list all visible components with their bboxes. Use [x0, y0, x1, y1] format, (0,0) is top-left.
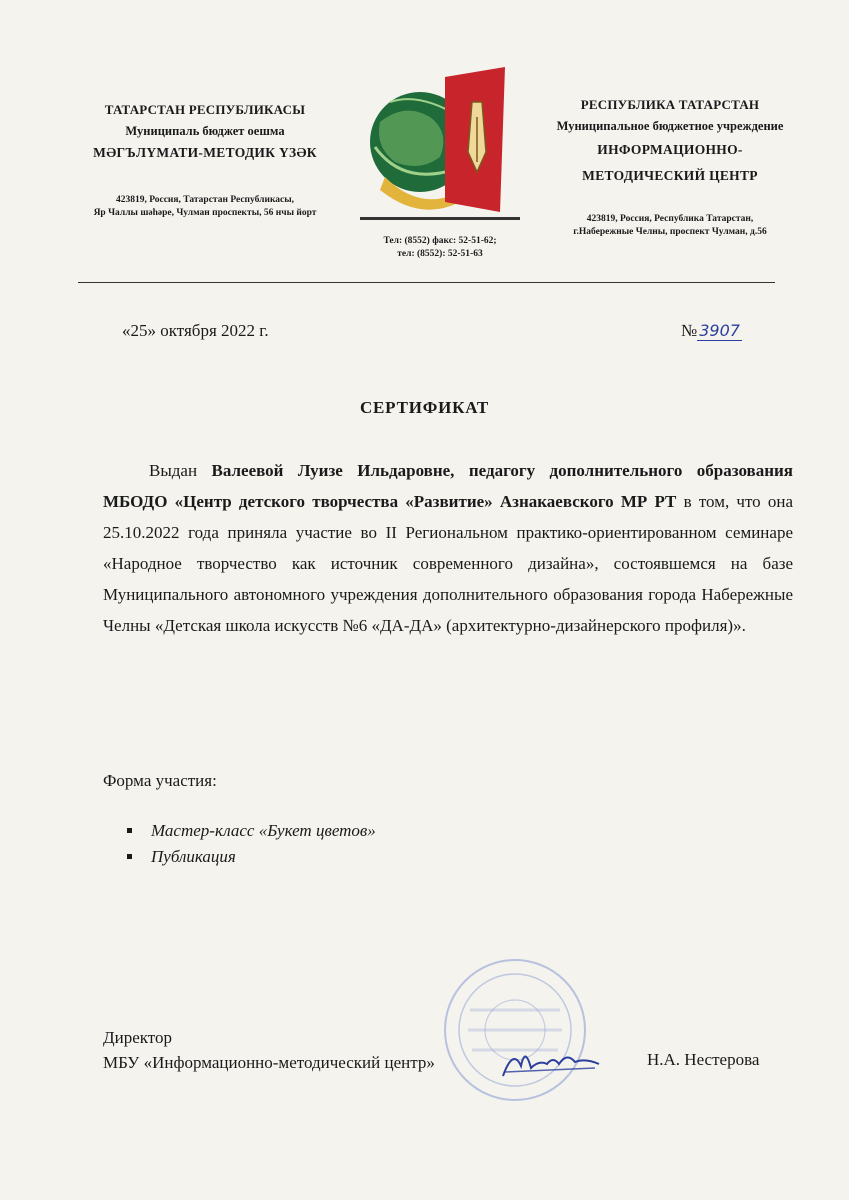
header-left-addr2: Яр Чаллы шәһәре, Чулман проспекты, 56 нчы йорт: [93, 208, 317, 218]
contact-info: [360, 235, 520, 261]
header-right: [520, 95, 820, 239]
header-right-line3: ИНФОРМАЦИОННО-: [597, 142, 743, 157]
header-right-address: [520, 213, 820, 239]
organization-logo-icon: [360, 62, 520, 227]
page-title: СЕРТИФИКАТ: [359, 398, 490, 417]
header-left-addr1: 423819, Россия, Татарстан Республикасы,: [115, 195, 295, 205]
document-number-prefix: №: [681, 321, 698, 340]
contact-line1: Тел: (8552) факс: 52-51-62;: [383, 236, 497, 246]
list-item: Публикация: [125, 844, 376, 870]
participation-list: [125, 818, 376, 870]
header-right-line4: МЕТОДИЧЕСКИЙ ЦЕНТР: [582, 168, 758, 183]
signatory-org: МБУ «Информационно-методический центр»: [103, 1053, 435, 1072]
header-left-line2: Муниципаль бюджет оешма: [125, 124, 285, 138]
document-number-value: 3907: [699, 321, 740, 340]
document-date: «25» октября 2022 г.: [122, 321, 269, 340]
header-divider: [78, 282, 775, 283]
signatory-role: Директор: [103, 1028, 172, 1047]
contact-line2: тел: (8552): 52-51-63: [397, 249, 483, 259]
signatory-name: Н.А. Нестерова: [647, 1050, 760, 1069]
header-right-line2: Муниципальное бюджетное учреждение: [556, 119, 784, 133]
body-paragraph: [103, 455, 793, 641]
header-left: [40, 100, 370, 220]
header-left-line1: ТАТАРСТАН РЕСПУБЛИКАСЫ: [104, 102, 306, 117]
document-number: [681, 321, 742, 341]
header-right-line1: РЕСПУБЛИКА ТАТАРСТАН: [580, 97, 760, 112]
header-left-line3: МӘГЪЛҮМАТИ-МЕТОДИК ҮЗӘК: [93, 145, 317, 160]
participation-label: Форма участия:: [103, 771, 217, 790]
handwritten-signature-icon: [495, 1038, 605, 1083]
recipient-name: Валеевой Луизе Ильдаровне, педагогу дополнительного образования МБОДО «Центр детского творчества «Развитие» Азнакаевского МР РТ: [103, 461, 793, 511]
header-right-addr2: г.Набережные Челны, проспект Чулман, д.56: [573, 227, 767, 237]
certificate-body: [103, 455, 793, 641]
list-item: Мастер-класс «Букет цветов»: [125, 818, 376, 844]
signatory-block: [103, 1025, 435, 1075]
header-left-address: [40, 194, 370, 220]
header-right-addr1: 423819, Россия, Республика Татарстан,: [586, 214, 754, 224]
body-intro: Выдан: [149, 461, 212, 480]
body-rest: в том, что она 25.10.2022 года приняла участие во II Региональном практико-ориентированном семинаре «Народное творчество как источник современного дизайна», состоявшемся на базе Муниципального автономного учреждения дополнительного образования города Набережные Челны «Детская школа искусств №6 «ДА-ДА» (архитектурно-дизайнерского профиля)».: [103, 492, 793, 635]
